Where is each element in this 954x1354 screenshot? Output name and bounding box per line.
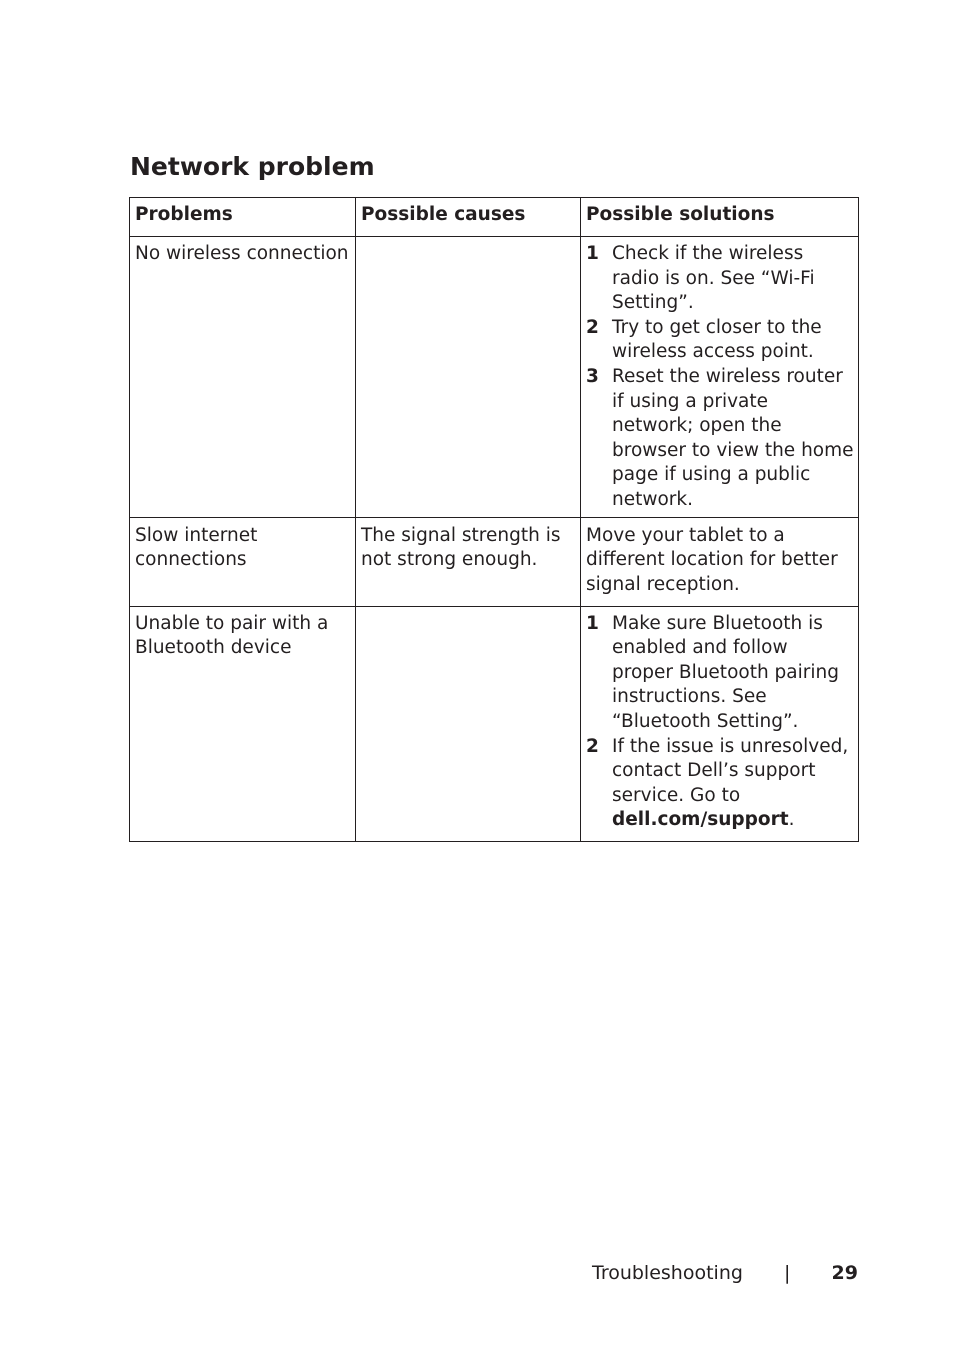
- header-possible-solutions: Possible solutions: [581, 198, 859, 237]
- troubleshooting-table-container: [129, 197, 858, 842]
- header-problems: Problems: [130, 198, 356, 237]
- footer-section-name: Troubleshooting: [592, 1262, 743, 1284]
- step-end-punctuation: .: [788, 809, 795, 831]
- step-text: Check if the wireless radio is on. See “Wi-Fi Setting”.: [612, 243, 815, 314]
- solution-cell: [581, 606, 859, 841]
- step-text: Make sure Bluetooth is enabled and follow proper Bluetooth pairing instructions. See “Bluetooth Setting”.: [612, 612, 839, 732]
- table-row: [130, 237, 859, 518]
- footer-separator: |: [784, 1262, 791, 1284]
- solution-step: [586, 612, 854, 735]
- solution-cell: Move your tablet to a different location for better signal reception.: [581, 517, 859, 606]
- support-link[interactable]: dell.com/support: [612, 809, 789, 831]
- step-number: 2: [586, 735, 599, 757]
- table-row: [130, 517, 859, 606]
- step-number: 3: [586, 365, 599, 387]
- solution-cell: [581, 237, 859, 518]
- table-header-row: [130, 198, 859, 237]
- cause-cell: [356, 606, 581, 841]
- solution-step: [586, 242, 854, 316]
- problem-cell: Unable to pair with a Bluetooth device: [130, 606, 356, 841]
- problem-cell: No wireless connection: [130, 237, 356, 518]
- solution-step: [586, 735, 854, 833]
- solution-step: [586, 316, 854, 365]
- page-title: Network problem: [130, 152, 375, 181]
- header-possible-causes: Possible causes: [356, 198, 581, 237]
- page-number: 29: [831, 1262, 858, 1284]
- cause-cell: The signal strength is not strong enough.: [356, 517, 581, 606]
- solution-steps: [586, 242, 854, 513]
- step-number: 1: [586, 612, 599, 634]
- table-row: [130, 606, 859, 841]
- problem-cell: Slow internet connections: [130, 517, 356, 606]
- troubleshooting-table: [129, 197, 859, 842]
- step-text: Reset the wireless router if using a private network; open the browser to view the home page if using a public network.: [612, 365, 854, 510]
- cause-cell: [356, 237, 581, 518]
- page-footer: [592, 1258, 858, 1288]
- step-number: 2: [586, 316, 599, 338]
- step-text: If the issue is unresolved, contact Dell’s support service. Go to: [612, 735, 849, 806]
- step-number: 1: [586, 243, 599, 264]
- solution-step: [586, 365, 854, 513]
- solution-steps: [586, 612, 854, 833]
- step-text: Try to get closer to the wireless access point.: [612, 316, 822, 363]
